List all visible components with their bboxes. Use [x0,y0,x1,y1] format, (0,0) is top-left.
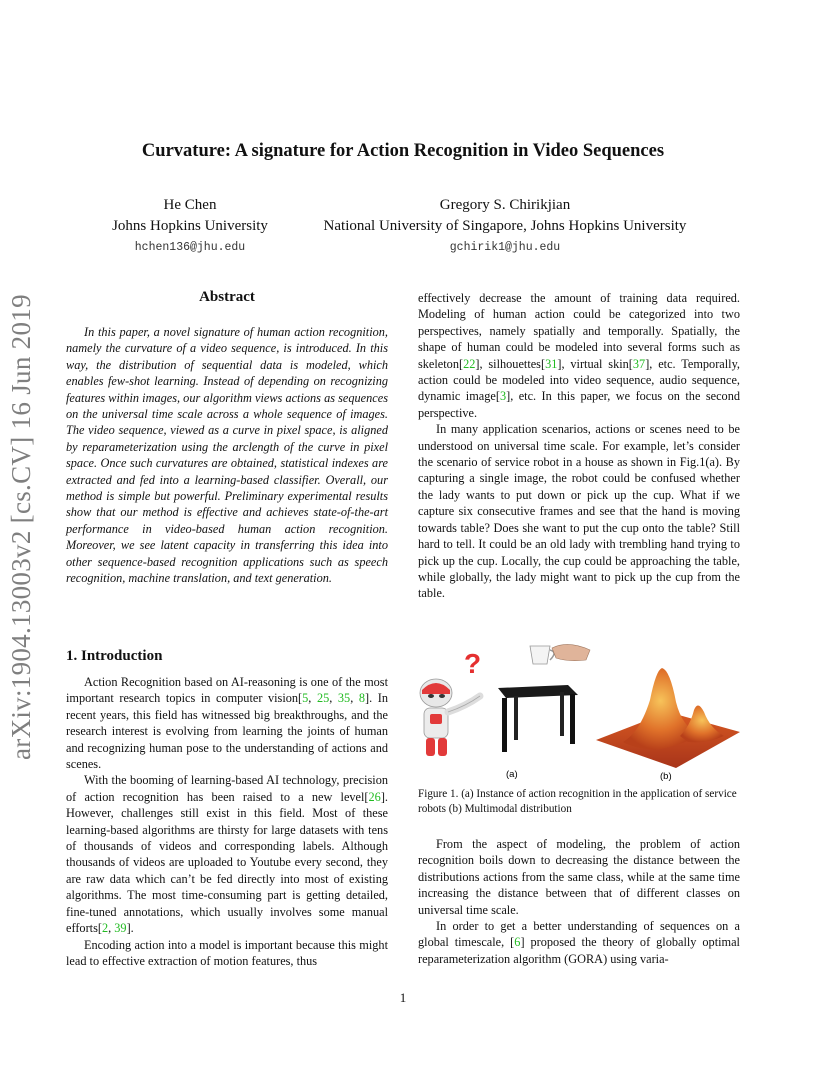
paragraph: In order to get a better understanding of sequences on a global timescale, [6] proposed the theory of globally optimal reparameterization algorithm (GORA) using varia- [418,919,740,966]
citation-link[interactable]: 3 [499,389,507,404]
paragraph: Encoding action into a model is important because this might lead to effective extraction of motion features, thus [66,937,388,968]
citation-link[interactable]: 5 [302,691,309,706]
citation-link[interactable]: 37 [632,356,646,371]
citation-link[interactable]: 31 [545,356,558,371]
paragraph: effectively decrease the amount of training data required. Modeling of human action could be categorized into two perspectives, namely spatially and temporally. Spatially, the shape of human could be modeled into several forms such as skeleton[22], silhouettes[31], virtual skin[37], etc. Temporally, action could be modeled into video sequence, audio sequence, dynamic image[3], etc. In this paper, we focus on the second perspective. [418,291,740,420]
figure-1-caption: Figure 1. (a) Instance of action recognition in the application of service robots (b) Multimodal distribution [418,788,737,815]
paragraph: Action Recognition based on AI-reasoning is one of the most important research topics in computer vision[5, 25, 35, 8]. In recent years, this field has witnessed big breakthroughs, and the research interest is evolving from learning the joints of human and recognizing human pose to the understanding of actions and scenes. [66,675,388,772]
author-affiliation: Johns Hopkins University [112,218,268,234]
cup-icon [530,644,590,664]
author-name: Gregory S. Chirikjian [439,197,571,213]
citation-link[interactable]: 39 [114,921,127,936]
citation-link[interactable]: 22 [463,356,476,371]
author-email: gchirik1@jhu.edu [449,241,561,254]
arxiv-identifier: arXiv:1904.13003v2 [cs.CV] 16 Jun 2019 [6,294,36,760]
author-block-2 [305,195,705,258]
page-number: 1 [399,990,407,1005]
multimodal-distribution-surface [596,668,740,768]
paper-title: Curvature: A signature for Action Recognition in Video Sequences [141,141,665,161]
author-affiliation: National University of Singapore, Johns Hopkins University [323,218,687,234]
paragraph: In many application scenarios, actions or scenes need to be understood on universal time scale. For example, let’s consider the scenario of service robot in a house as shown in Fig.1(a). By capturing a single image, the robot could be confused whether the lady wants to put down or pick up the cup. What if we capture six consecutive frames and see that the hand is moving towards table? Does she want to put the cup onto the table? Still hard to tell. It could be an old lady with trembling hand trying to pick up the cup. Locally, the cup could be approaching the table, while globally, the lady might want to pick up the cup from the table. [418,422,740,601]
question-mark-icon: ? [464,648,482,679]
author-name: He Chen [163,197,217,213]
abstract-text: In this paper, a novel signature of human action recognition, namely the curvature of a video sequence, is introduced. In this way, the distribution of sequential data is modeled, which enables few-shot learning. Instead of depending on recognizing features within images, our algorithm views actions as sequences on the universal time scale across a whole sequence of images. The video sequence, viewed as a curve in pixel space, is aligned by reparameterization using the arclength of the curve in pixel space. Once such curvatures are obtained, statistical indexes are extracted and fed into a learning-based classifier. Overall, our method is simple but powerful. Preliminary experimental results show that our method is effective and achieves state-of-the-art performance in video-based human action recognition. Moreover, we see latent capacity in transferring this idea into other sequence-based recognition applications such as speech recognition, machine translation, and text generation. [66,325,388,586]
figure-1-graphic [418,640,740,785]
author-email: hchen136@jhu.edu [134,241,246,254]
right-column-top [418,290,740,602]
introduction-body [66,674,388,969]
author-block-1 [100,195,280,258]
table-icon [498,685,578,752]
subfigure-label-b: (b) [660,771,672,782]
paragraph: With the booming of learning-based AI technology, precision of action recognition has been raised to a new level[26]. However, challenges still exist in this field. Most of these learning-based algorithms are thirsty for large datasets with tens of thousands of videos and corresponding labels. Although thousands of videos are uploaded to Youtube every second, they are raw data which can’t be fed directly into most of existing algorithms. The most time-consuming part is getting detailed, fine-tuned annotations, which usually involves some manual efforts[2, 39]. [66,773,388,936]
section-heading-introduction: 1. Introduction [66,648,163,664]
citation-link[interactable]: 2 [101,921,109,936]
citation-link[interactable]: 8 [358,691,366,706]
subfigure-label-a: (a) [506,769,518,780]
robot-icon [420,679,480,756]
abstract-heading: Abstract [199,289,255,305]
citation-link[interactable]: 6 [514,935,521,950]
paragraph: From the aspect of modeling, the problem of action recognition boils down to decreasing the distance between the distributions actions from the same class, while at the same time increasing the distance between that of different classes on universal time scale. [418,837,740,917]
robot-scene-illustration [420,644,590,756]
right-column-bottom [418,836,740,967]
citation-link[interactable]: 26 [368,789,381,804]
citation-link[interactable]: 35 [337,691,351,706]
citation-link[interactable]: 25 [316,691,330,706]
figure-1 [418,640,740,785]
